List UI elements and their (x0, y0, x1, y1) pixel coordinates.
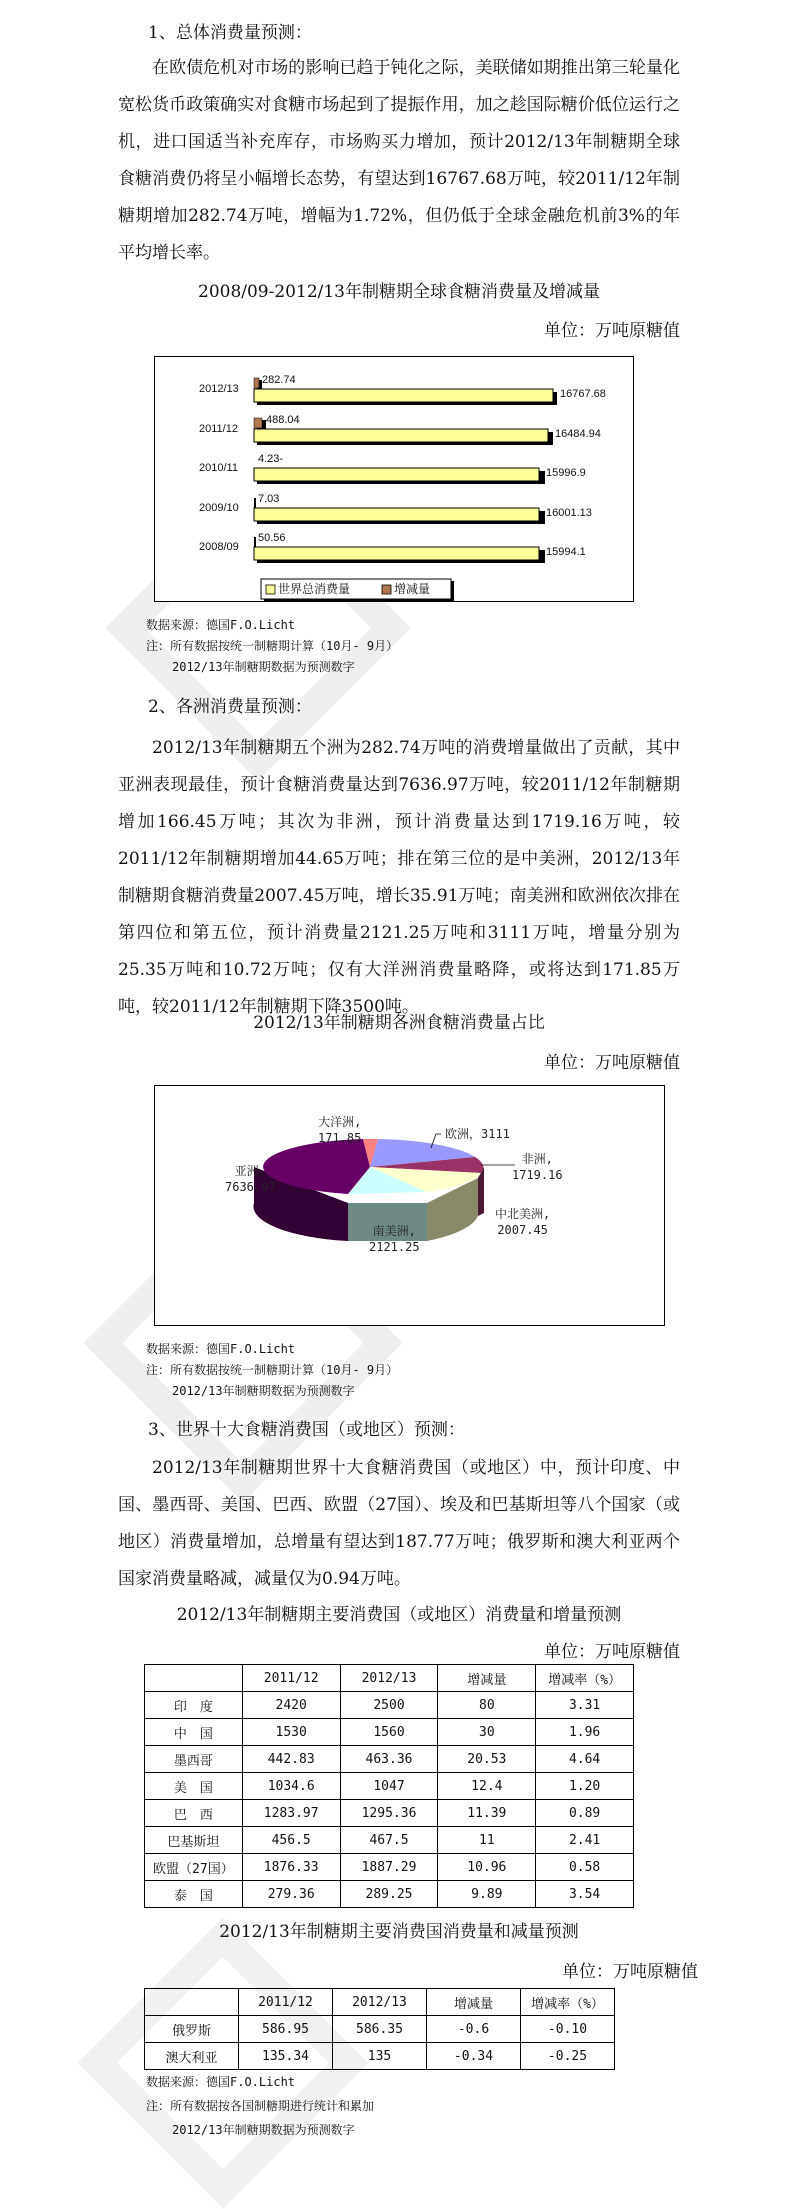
country-cell: 中 国 (145, 1719, 243, 1746)
pie-chart-title: 2012/13年制糖期各洲食糖消费量占比 (253, 1013, 545, 1033)
table-row (145, 2043, 615, 2070)
country-cell: 澳大利亚 (145, 2043, 239, 2070)
value-cell: -0.25 (521, 2043, 615, 2070)
country-cell: 俄罗斯 (145, 2016, 239, 2043)
country-cell: 巴 西 (145, 1800, 243, 1827)
pie-label-asia: 亚洲, 7636.97 (225, 1164, 276, 1194)
country-cell: 印 度 (145, 1692, 243, 1719)
category-label: 2010/11 (199, 462, 238, 474)
value-cell: 1560 (340, 1719, 438, 1746)
total-value-label: 16484.94 (555, 428, 601, 440)
value-cell: 1.20 (536, 1773, 634, 1800)
section1-heading: 1、总体消费量预测： (148, 23, 312, 43)
value-cell: 3.31 (536, 1692, 634, 1719)
total-value-label: 16767.68 (560, 388, 606, 400)
total-value-label: 15996.9 (546, 467, 586, 479)
header-cell: 2011/12 (239, 1989, 333, 2016)
country-cell: 欧盟（27国） (145, 1854, 243, 1881)
value-cell: 9.89 (438, 1881, 536, 1908)
category-label: 2008/09 (199, 541, 239, 553)
pie-chart-note2: 2012/13年制糖期数据为预测数字 (172, 1384, 355, 1398)
value-cell: 80 (438, 1692, 536, 1719)
value-cell: 463.36 (340, 1746, 438, 1773)
bars-2008-09 (254, 537, 545, 563)
value-cell: 4.64 (536, 1746, 634, 1773)
pie-chart-note: 注：所有数据按统一制糖期计算（10月- 9月） (146, 1363, 399, 1377)
table-row (145, 1692, 634, 1719)
section1-paragraph: 在欧债危机对市场的影响已趋于钝化之际，美联储如期推出第三轮量化宽松货币政策确实对食糖市场起到了提振作用，加之趁国际糖价低位运行之机，进口国适当补充库存，市场购买力增加，预计2012/13年制糖期全球食糖消费仍将呈小幅增长态势，有望达到16767.68万吨，较2011/12年制糖期增加282.74万吨，增幅为1.72%，但仍低于全球金融危机前3%的年平均增长率。 (118, 58, 680, 263)
change-value-label: 488.04 (266, 414, 300, 426)
value-cell: 1047 (340, 1773, 438, 1800)
legend-change: 增减量 (394, 582, 431, 596)
table-header-row (145, 1665, 634, 1692)
value-cell: 2500 (340, 1692, 438, 1719)
value-cell: -0.6 (427, 2016, 521, 2043)
table-row (145, 2016, 615, 2043)
pie-chart (154, 1085, 665, 1326)
country-cell: 美 国 (145, 1773, 243, 1800)
value-cell: 135.34 (239, 2043, 333, 2070)
total-value-label: 16001.13 (546, 507, 592, 519)
value-cell: 1295.36 (340, 1800, 438, 1827)
total-value-label: 15994.1 (546, 546, 586, 558)
change-value-label: 7.03 (258, 493, 280, 505)
pie-label-europe: 欧洲，3111 (445, 1127, 510, 1141)
value-cell: 279.36 (242, 1881, 340, 1908)
section2-paragraph: 2012/13年制糖期五个洲为282.74万吨的消费增量做出了贡献，其中亚洲表现最佳，预计食糖消费量达到7636.97万吨，较2011/12年制糖期增加166.45万吨；其次为非洲，预计消费量达到1719.16万吨，较2011/12年制糖期增加44.65万吨；排在第三位的是中美洲，2012/13年制糖期食糖消费量2007.45万吨，增长35.91万吨；南美洲和欧洲依次排在第四位和第五位，预计消费量2121.25万吨和3111万吨，增量分别为25.35万吨和10.72万吨；仅有大洋洲消费量略降，或将达到171.85万吨，较2011/12年制糖期下降3500吨。 (118, 738, 680, 1017)
value-cell: 586.35 (333, 2016, 427, 2043)
pie-chart-source: 数据来源：德国F.O.Licht (146, 1342, 296, 1356)
value-cell: -0.34 (427, 2043, 521, 2070)
header-cell: 2012/13 (333, 1989, 427, 2016)
bar-chart-note: 注：所有数据按统一制糖期计算（10月- 9月） (146, 639, 399, 653)
bar-chart-source: 数据来源：德国F.O.Licht (146, 618, 296, 632)
value-cell: 11.39 (438, 1800, 536, 1827)
category-label: 2009/10 (199, 502, 239, 514)
value-cell: 1283.97 (242, 1800, 340, 1827)
header-cell: 2012/13 (340, 1665, 438, 1692)
value-cell: 135 (333, 2043, 427, 2070)
header-cell: 增减量 (438, 1665, 536, 1692)
table-row (145, 1854, 634, 1881)
value-cell: 3.54 (536, 1881, 634, 1908)
change-value-label: 282.74 (262, 374, 296, 386)
table-note: 注：所有数据按各国制糖期进行统计和累加 (146, 2099, 375, 2113)
bars-2009-10 (254, 498, 545, 524)
value-cell: 1530 (242, 1719, 340, 1746)
value-cell: -0.10 (521, 2016, 615, 2043)
pie-label-central-north-america: 中北美洲, 2007.45 (495, 1207, 551, 1237)
section3-heading: 3、世界十大食糖消费国（或地区）预测： (148, 1420, 465, 1440)
category-label: 2012/13 (199, 383, 239, 395)
value-cell: 30 (438, 1719, 536, 1746)
legend-total: 世界总消费量 (278, 582, 351, 596)
table-row (145, 1746, 634, 1773)
table2-unit: 单位：万吨原糖值 (562, 1962, 698, 1982)
bar-chart-title: 2008/09-2012/13年制糖期全球食糖消费量及增减量 (198, 282, 600, 302)
header-cell: 增减量 (427, 1989, 521, 2016)
value-cell: 20.53 (438, 1746, 536, 1773)
value-cell: 1887.29 (340, 1854, 438, 1881)
table-row (145, 1881, 634, 1908)
country-cell: 巴基斯坦 (145, 1827, 243, 1854)
pie-label-africa: 非洲, 1719.16 (512, 1152, 563, 1182)
pie-chart-unit: 单位：万吨原糖值 (544, 1053, 680, 1073)
section2-heading: 2、各洲消费量预测： (148, 697, 312, 717)
pie-chart-plot (155, 1086, 664, 1325)
bar-chart-note2: 2012/13年制糖期数据为预测数字 (172, 660, 355, 674)
value-cell: 289.25 (340, 1881, 438, 1908)
header-cell: 增减率（%） (521, 1989, 615, 2016)
table-source: 数据来源：德国F.O.Licht (146, 2075, 296, 2089)
section3-paragraph: 2012/13年制糖期世界十大食糖消费国（或地区）中，预计印度、中国、墨西哥、美国、巴西、欧盟（27国）、埃及和巴基斯坦等八个国家（或地区）消费量增加，总增量有望达到187.77万吨；俄罗斯和澳大利亚两个国家消费量略减，减量仅为0.94万吨。 (118, 1458, 680, 1589)
header-cell: 增减率（%） (536, 1665, 634, 1692)
value-cell: 456.5 (242, 1827, 340, 1854)
country-cell: 墨西哥 (145, 1746, 243, 1773)
table-major-consumers (144, 1664, 634, 1908)
change-value-label: 50.56 (258, 532, 286, 544)
value-cell: 1.96 (536, 1719, 634, 1746)
table-declining-consumers (144, 1988, 615, 2070)
value-cell: 0.58 (536, 1854, 634, 1881)
table2-title: 2012/13年制糖期主要消费国消费量和减量预测 (219, 1922, 579, 1942)
table1-unit: 单位：万吨原糖值 (544, 1642, 680, 1662)
bars-2010-11 (254, 468, 545, 484)
bar-chart-unit: 单位：万吨原糖值 (544, 321, 680, 341)
value-cell: 12.4 (438, 1773, 536, 1800)
value-cell: 0.89 (536, 1800, 634, 1827)
header-cell (145, 1665, 243, 1692)
header-cell: 2011/12 (242, 1665, 340, 1692)
pie-label-south-america: 南美洲, 2121.25 (369, 1224, 420, 1254)
value-cell: 1034.6 (242, 1773, 340, 1800)
bars-2012-13 (254, 378, 557, 405)
value-cell: 2420 (242, 1692, 340, 1719)
value-cell: 467.5 (340, 1827, 438, 1854)
table-row (145, 1773, 634, 1800)
value-cell: 442.83 (242, 1746, 340, 1773)
pie-label-oceania: 大洋洲, 171.85 (318, 1115, 362, 1145)
value-cell: 1876.33 (242, 1854, 340, 1881)
value-cell: 10.96 (438, 1854, 536, 1881)
bar-chart (154, 356, 634, 602)
change-value-label: 4.23- (258, 453, 284, 465)
value-cell: 11 (438, 1827, 536, 1854)
value-cell: 586.95 (239, 2016, 333, 2043)
value-cell: 2.41 (536, 1827, 634, 1854)
table1-title: 2012/13年制糖期主要消费国（或地区）消费量和增量预测 (176, 1605, 622, 1625)
country-cell: 泰 国 (145, 1881, 243, 1908)
table-row (145, 1827, 634, 1854)
table-note2: 2012/13年制糖期数据为预测数字 (172, 2123, 355, 2137)
table-header-row (145, 1989, 615, 2016)
table-row (145, 1719, 634, 1746)
table-row (145, 1800, 634, 1827)
category-label: 2011/12 (199, 423, 238, 435)
header-cell (145, 1989, 239, 2016)
